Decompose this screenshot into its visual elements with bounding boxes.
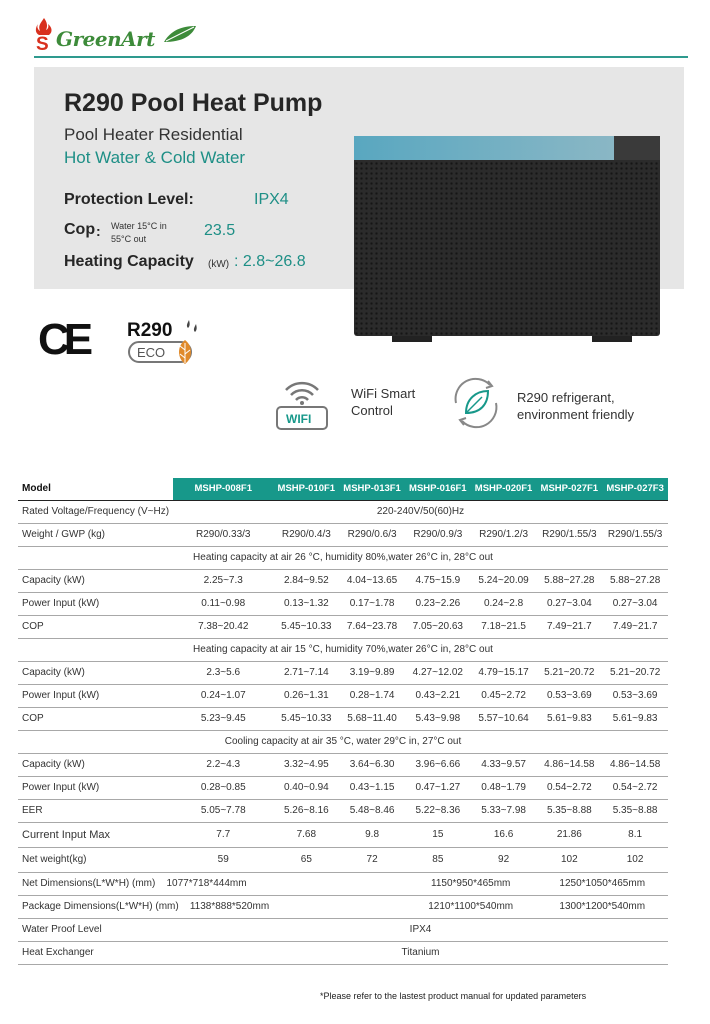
header-divider: [34, 56, 688, 58]
cell: 7.64~23.78: [339, 615, 405, 638]
cell: 5.35~8.88: [602, 799, 668, 822]
cell: 3.96~6.66: [405, 753, 471, 776]
cell: 5.48~8.46: [339, 799, 405, 822]
product-image: [342, 110, 672, 345]
cell: 0.17~1.78: [339, 592, 405, 615]
cell: 5.61~9.83: [536, 707, 602, 730]
product-subtitle-2: Hot Water & Cold Water: [64, 148, 246, 167]
refrigerant-feature-line-2: environment friendly: [517, 407, 635, 422]
brand-name: GreenArt: [56, 27, 155, 51]
cell: 0.24~2.8: [471, 592, 537, 615]
cell: 9.8: [339, 822, 405, 847]
heating-value: : 2.8~26.8: [234, 253, 306, 270]
ce-mark: CE: [38, 315, 88, 364]
cop-label: Cop: [64, 221, 96, 238]
net-dim-label: Net Dimensions(L*W*H) (mm): [22, 878, 156, 889]
cell: 5.45~10.33: [273, 707, 339, 730]
cell: 0.28~1.74: [339, 684, 405, 707]
cell: 0.53~3.69: [536, 684, 602, 707]
section-title: Heating capacity at air 26 °C, humidity 80%,water 26°C in, 28°C out: [18, 546, 668, 569]
cell: 0.47~1.27: [405, 776, 471, 799]
pkg-dim-label: Package Dimensions(L*W*H) (mm): [22, 901, 179, 912]
row-label: Power Input (kW): [18, 776, 173, 799]
cell: 4.75~15.9: [405, 569, 471, 592]
cell: 0.28~0.85: [173, 776, 273, 799]
row-label: Net weight(kg): [18, 847, 173, 872]
table-row: [18, 661, 668, 684]
header-model: MSHP-013F1: [339, 478, 405, 500]
header-model: MSHP-020F1: [471, 478, 537, 500]
pump-grille: [354, 136, 660, 336]
cell: 4.79~15.17: [471, 661, 537, 684]
cell: 7.68: [273, 822, 339, 847]
cell: 2.3~5.6: [173, 661, 273, 684]
refrigerant-feature-line-1: R290 refrigerant,: [517, 390, 615, 405]
cell: 5.24~20.09: [471, 569, 537, 592]
pump-foot: [392, 336, 432, 342]
cell: 0.27~3.04: [536, 592, 602, 615]
cell: 7.18~21.5: [471, 615, 537, 638]
cell: 5.21~20.72: [536, 661, 602, 684]
flame-icon: [34, 16, 54, 52]
cop-colon: :: [96, 223, 101, 239]
cell: 5.61~9.83: [602, 707, 668, 730]
row-label: Capacity (kW): [18, 661, 173, 684]
cell: 0.54~2.72: [602, 776, 668, 799]
pkg-dim-value: 1138*888*520mm: [189, 901, 270, 912]
brand-initial: S: [36, 34, 49, 52]
header-model-label: Model: [18, 478, 173, 500]
row-label: [18, 872, 273, 895]
table-row: [18, 569, 668, 592]
pump-top-stripe: [354, 136, 614, 160]
cell: 72: [339, 847, 405, 872]
cell: 2.2~4.3: [173, 753, 273, 776]
cell: 5.23~9.45: [173, 707, 273, 730]
product-title: R290 Pool Heat Pump: [64, 89, 323, 117]
cell: 59: [173, 847, 273, 872]
row-label: Heat Exchanger: [18, 941, 173, 964]
cell: 7.49~21.7: [602, 615, 668, 638]
cell: 4.86~14.58: [536, 753, 602, 776]
row-label: Rated Voltage/Frequency (V~Hz): [18, 500, 173, 523]
r290-text: R290: [127, 320, 173, 341]
cell: R290/0.4/3: [273, 523, 339, 546]
row-value: Titanium: [173, 941, 668, 964]
row-value: 220-240V/50(60)Hz: [173, 500, 668, 523]
table-row: [18, 941, 668, 964]
table-row: [18, 707, 668, 730]
table-row: [18, 615, 668, 638]
cell: 0.48~1.79: [471, 776, 537, 799]
protection-value: IPX4: [254, 191, 289, 208]
header-model: MSHP-016F1: [405, 478, 471, 500]
wifi-feature-line-2: Control: [351, 403, 393, 418]
cell: 5.22~8.36: [405, 799, 471, 822]
table-row: [18, 753, 668, 776]
cell: 7.7: [173, 822, 273, 847]
section-header-row: [18, 730, 668, 753]
cell: 5.26~8.16: [273, 799, 339, 822]
cell: 2.71~7.14: [273, 661, 339, 684]
cell: 5.68~11.40: [339, 707, 405, 730]
cell: 3.32~4.95: [273, 753, 339, 776]
cop-condition-2: 55°C out: [111, 234, 147, 244]
brand-logo: [34, 16, 174, 56]
cell: 5.88~27.28: [602, 569, 668, 592]
section-title: Heating capacity at air 15 °C, humidity 70%,water 26°C in, 28°C out: [18, 638, 668, 661]
table-row: [18, 799, 668, 822]
cell: R290/1.55/3: [536, 523, 602, 546]
cell: 5.57~10.64: [471, 707, 537, 730]
row-label: Water Proof Level: [18, 918, 173, 941]
cell: 2.25~7.3: [173, 569, 273, 592]
table-row: [18, 822, 668, 847]
cell: 0.53~3.69: [602, 684, 668, 707]
r290-eco-badge: [125, 316, 205, 366]
cell: 65: [273, 847, 339, 872]
cell: 4.04~13.65: [339, 569, 405, 592]
row-label: Power Input (kW): [18, 684, 173, 707]
row-label: COP: [18, 707, 173, 730]
cell: 21.86: [536, 822, 602, 847]
eco-text: ECO: [137, 345, 166, 360]
table-header-row: [18, 478, 668, 500]
cell: 4.86~14.58: [602, 753, 668, 776]
table-row: [18, 500, 668, 523]
heating-unit: (kW): [208, 259, 230, 270]
row-label: Weight / GWP (kg): [18, 523, 173, 546]
cell: 1250*1050*465mm: [536, 872, 668, 895]
cell: 0.43~1.15: [339, 776, 405, 799]
cell: 15: [405, 822, 471, 847]
cell: 0.24~1.07: [173, 684, 273, 707]
cell: R290/0.33/3: [173, 523, 273, 546]
row-label: COP: [18, 615, 173, 638]
cell: 3.64~6.30: [339, 753, 405, 776]
pump-foot: [592, 336, 632, 342]
table-row: [18, 684, 668, 707]
row-label: Capacity (kW): [18, 753, 173, 776]
cell: R290/1.55/3: [602, 523, 668, 546]
header-model: MSHP-008F1: [173, 478, 273, 500]
cell: [273, 895, 405, 918]
pump-top-cap: [614, 136, 660, 160]
cell: 0.45~2.72: [471, 684, 537, 707]
cell: 0.43~2.21: [405, 684, 471, 707]
table-row: [18, 872, 668, 895]
cell: 0.11~0.98: [173, 592, 273, 615]
cell: R290/0.6/3: [339, 523, 405, 546]
cell: 5.33~7.98: [471, 799, 537, 822]
section-title: Cooling capacity at air 35 °C, water 29°C in, 27°C out: [18, 730, 668, 753]
cell: 85: [405, 847, 471, 872]
table-row: [18, 592, 668, 615]
header-model: MSHP-010F1: [273, 478, 339, 500]
table-row: [18, 776, 668, 799]
table-row: [18, 523, 668, 546]
refrigerant-feature-text: [517, 389, 634, 423]
cell: 0.54~2.72: [536, 776, 602, 799]
row-value: IPX4: [173, 918, 668, 941]
section-header-row: [18, 638, 668, 661]
table-row: [18, 847, 668, 872]
wifi-feature-text: [351, 385, 415, 419]
cell: 0.40~0.94: [273, 776, 339, 799]
cell: 2.84~9.52: [273, 569, 339, 592]
product-subtitle: Pool Heater Residential: [64, 125, 243, 144]
cell: 16.6: [471, 822, 537, 847]
cell: R290/1.2/3: [471, 523, 537, 546]
row-label: EER: [18, 799, 173, 822]
section-header-row: [18, 546, 668, 569]
brand-leaf-icon: [162, 24, 198, 44]
cell: 92: [471, 847, 537, 872]
cell: 3.19~9.89: [339, 661, 405, 684]
wifi-feature-line-1: WiFi Smart: [351, 386, 416, 401]
cop-condition-1: Water 15°C in: [111, 221, 167, 231]
cell: 5.21~20.72: [602, 661, 668, 684]
cell: 1300*1200*540mm: [536, 895, 668, 918]
cell: 5.45~10.33: [273, 615, 339, 638]
spec-table: [18, 478, 668, 965]
cell: 4.27~12.02: [405, 661, 471, 684]
header-model: MSHP-027F1: [536, 478, 602, 500]
cell: 5.35~8.88: [536, 799, 602, 822]
cell: 1210*1100*540mm: [405, 895, 537, 918]
cell: [273, 872, 405, 895]
cell: 5.88~27.28: [536, 569, 602, 592]
cell: 102: [536, 847, 602, 872]
cop-value: 23.5: [204, 222, 236, 239]
protection-label: Protection Level:: [64, 191, 194, 208]
table-row: [18, 895, 668, 918]
table-row: [18, 918, 668, 941]
wifi-badge-text: WIFI: [286, 412, 312, 426]
cell: 0.27~3.04: [602, 592, 668, 615]
header-model: MSHP-027F3: [602, 478, 668, 500]
cell: 0.26~1.31: [273, 684, 339, 707]
wifi-icon: [272, 376, 332, 436]
cell: 8.1: [602, 822, 668, 847]
cell: 4.33~9.57: [471, 753, 537, 776]
cell: 5.05~7.78: [173, 799, 273, 822]
row-label: Power Input (kW): [18, 592, 173, 615]
row-label: Current Input Max: [18, 822, 173, 847]
cell: 1150*950*465mm: [405, 872, 537, 895]
footnote: *Please refer to the lastest product manual for updated parameters: [320, 991, 587, 1001]
net-dim-value: 1077*718*444mm: [166, 878, 247, 889]
cell: R290/0.9/3: [405, 523, 471, 546]
heating-label: Heating Capacity: [64, 253, 194, 270]
cell: 7.05~20.63: [405, 615, 471, 638]
cell: 0.23~2.26: [405, 592, 471, 615]
cell: 7.49~21.7: [536, 615, 602, 638]
cell: 0.13~1.32: [273, 592, 339, 615]
row-label: Capacity (kW): [18, 569, 173, 592]
row-label: [18, 895, 273, 918]
cell: 7.38~20.42: [173, 615, 273, 638]
leaf-icon: [446, 373, 506, 433]
cell: 5.43~9.98: [405, 707, 471, 730]
cell: 102: [602, 847, 668, 872]
